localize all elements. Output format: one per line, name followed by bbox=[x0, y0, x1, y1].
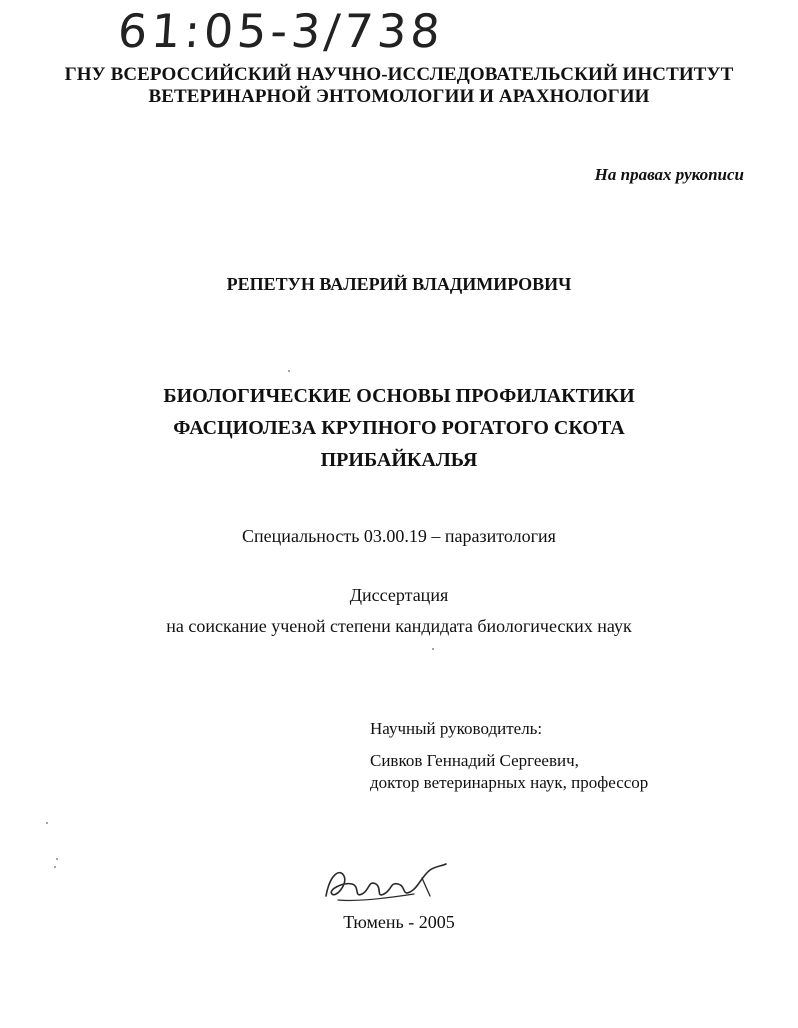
institute-line-2: ВЕТЕРИНАРНОЙ ЭНТОМОЛОГИИ И АРАХНОЛОГИИ bbox=[148, 86, 650, 107]
title-line-2: ФАСЦИОЛЕЗА КРУПНОГО РОГАТОГО СКОТА bbox=[173, 417, 625, 439]
specialty: Специальность 03.00.19 – паразитология bbox=[242, 526, 556, 546]
author-name: РЕПЕТУН ВАЛЕРИЙ ВЛАДИМИРОВИЧ bbox=[226, 274, 572, 294]
institute-header bbox=[0, 64, 798, 108]
scan-speck bbox=[288, 370, 290, 372]
city-year: Тюмень - 2005 bbox=[343, 912, 455, 932]
title-line-1: БИОЛОГИЧЕСКИЕ ОСНОВЫ ПРОФИЛАКТИКИ bbox=[163, 385, 635, 407]
supervisor-label: Научный руководитель: bbox=[370, 719, 543, 738]
scan-speck bbox=[432, 648, 434, 650]
dissertation-info bbox=[0, 580, 798, 642]
scan-speck bbox=[54, 866, 56, 868]
institute-line-1: ГНУ ВСЕРОССИЙСКИЙ НАУЧНО-ИССЛЕДОВАТЕЛЬСКИЙ ИНСТИТУТ bbox=[64, 64, 734, 85]
scan-speck bbox=[56, 858, 58, 860]
dissertation-type: Диссертация bbox=[349, 585, 449, 605]
handwritten-archive-number: 61:05-3/738 bbox=[116, 4, 446, 58]
rights-note: На правах рукописи bbox=[594, 165, 744, 184]
supervisor-name: Сивков Геннадий Сергеевич, bbox=[370, 751, 579, 770]
scan-speck bbox=[46, 822, 48, 824]
handwritten-signature bbox=[318, 854, 458, 914]
dissertation-purpose: на соискание ученой степени кандидата биологических наук bbox=[166, 616, 632, 636]
title-line-3: ПРИБАЙКАЛЬЯ bbox=[320, 449, 478, 471]
dissertation-title bbox=[0, 380, 798, 476]
supervisor-degree: доктор ветеринарных наук, профессор bbox=[370, 773, 649, 792]
supervisor-block bbox=[370, 718, 648, 794]
